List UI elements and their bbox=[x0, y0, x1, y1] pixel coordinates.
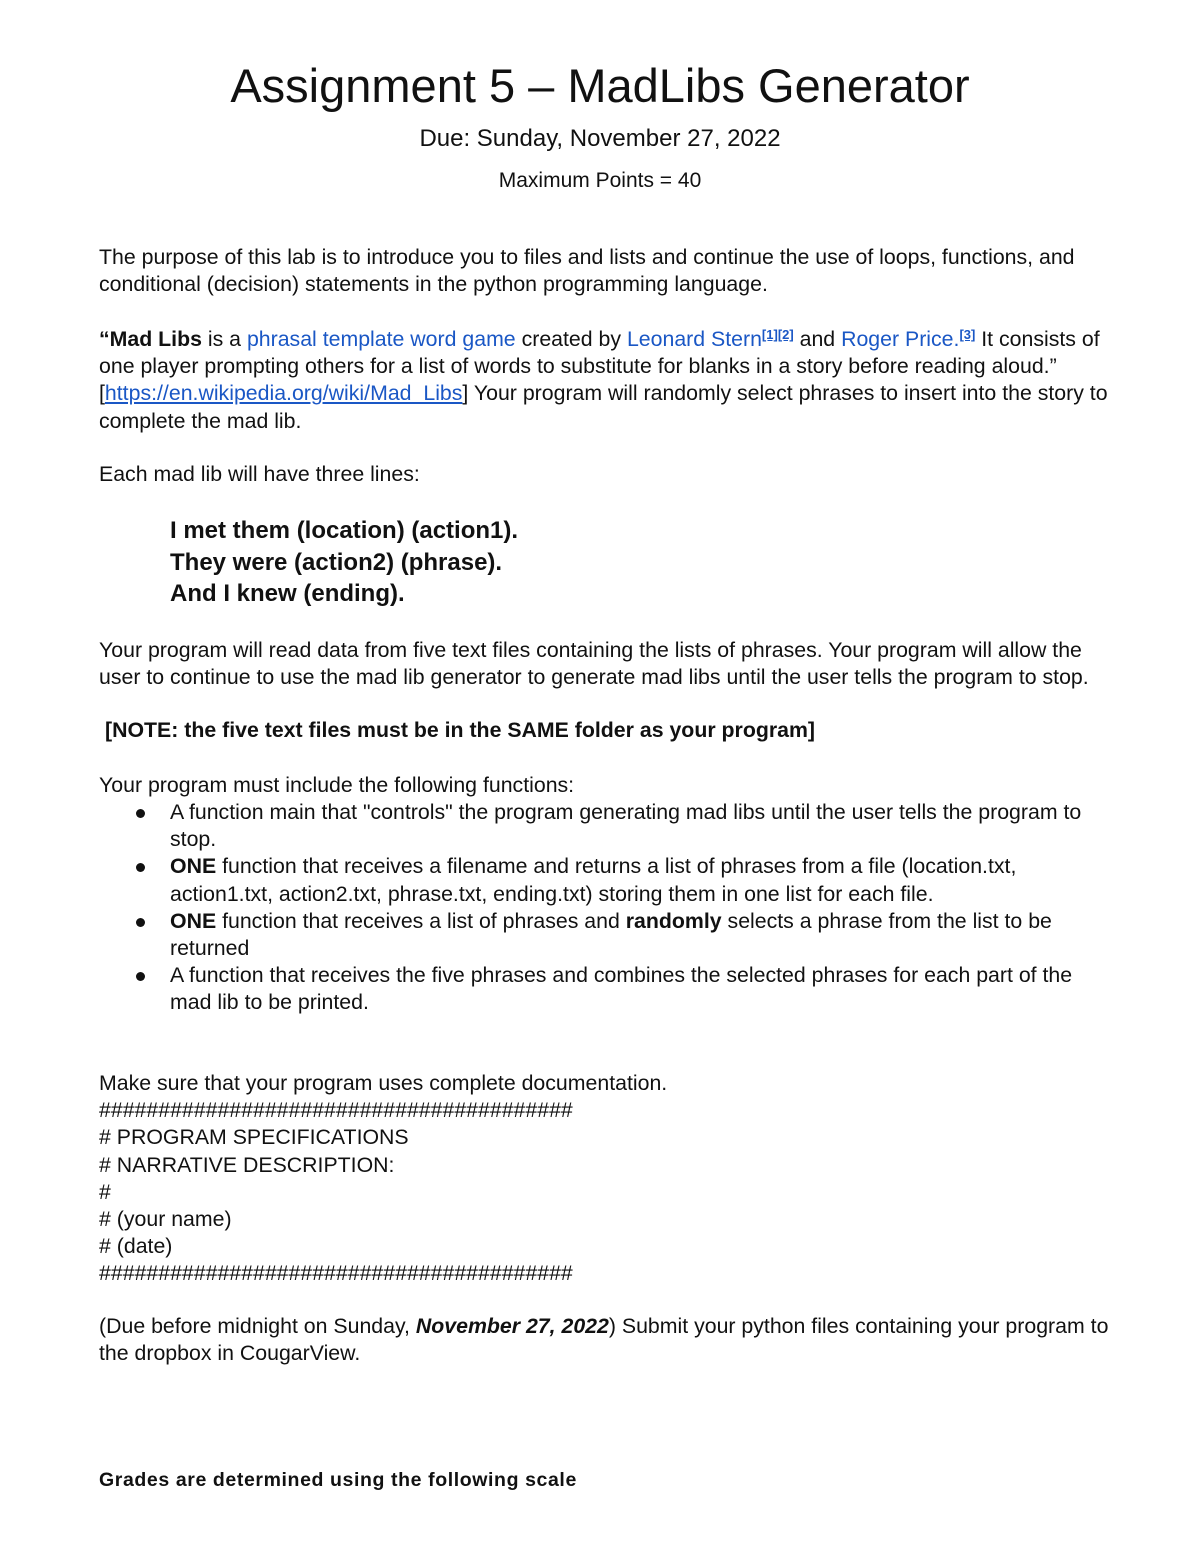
comment-line: # (date) bbox=[99, 1234, 173, 1259]
function-main-text: A function main that "controls" the program generating mad libs until the user tells the program to stop. bbox=[170, 800, 1082, 852]
quote-is-a: is a bbox=[201, 327, 247, 351]
due-date: Due: Sunday, November 27, 2022 bbox=[419, 125, 781, 152]
quote-open: “ bbox=[99, 327, 110, 351]
one-emphasis: ONE bbox=[170, 908, 217, 933]
grades-heading: Grades are determined using the following scale bbox=[99, 1469, 577, 1491]
submission-date: November 27, 2022 bbox=[415, 1314, 609, 1338]
wikipedia-url-link[interactable]: https://en.wikipedia.org/wiki/Mad_Libs bbox=[104, 381, 463, 406]
phrasal-template-link[interactable]: phrasal template word game bbox=[246, 327, 516, 351]
documentation-intro: Make sure that your program uses complete documentation. bbox=[99, 1071, 668, 1095]
quote-paragraph bbox=[99, 326, 1109, 435]
submission-after: ) Submit your python files containing your program to the dropbox in CougarView. bbox=[99, 1314, 1109, 1366]
page-title: Assignment 5 – MadLibs Generator bbox=[230, 59, 970, 112]
mad-libs-term: Mad Libs bbox=[109, 327, 202, 351]
comment-line: # NARRATIVE DESCRIPTION: bbox=[99, 1152, 395, 1177]
bullet-icon bbox=[136, 863, 145, 872]
list-item bbox=[99, 908, 1099, 962]
comment-line: # PROGRAM SPECIFICATIONS bbox=[99, 1125, 409, 1150]
quote-created-by: created by bbox=[515, 327, 627, 351]
quote-after: ] Your program will randomly select phrases to insert into the story to complete the mad lib. bbox=[99, 381, 1108, 433]
reference-3-link[interactable]: [3] bbox=[959, 327, 976, 342]
madlib-template bbox=[170, 515, 518, 610]
quote-rest: It consists of one player prompting others for a list of words to substitute for blanks in a story before reading aloud.” [ bbox=[99, 327, 1100, 406]
read-data-paragraph: Your program will read data from five text files containing the lists of phrases. Your program will allow the user to continue to use the mad lib generator to generate mad libs until the user tells the program to stop. bbox=[99, 638, 1089, 690]
randomly-emphasis: randomly bbox=[625, 908, 722, 933]
function-read-file-text: function that receives a filename and returns a list of phrases from a file (location.txt, action1.txt, action2.txt, phrase.txt, ending.txt) storing them in one list for each file. bbox=[170, 854, 1017, 906]
intro-paragraph: The purpose of this lab is to introduce you to files and lists and continue the use of loops, functions, and conditional (decision) statements in the python programming language. bbox=[99, 245, 1075, 297]
lines-intro: Each mad lib will have three lines: bbox=[99, 462, 420, 486]
madlib-line-1: I met them (location) (action1). bbox=[170, 517, 519, 544]
function-random-rest: selects a phrase from the list to be returned bbox=[170, 908, 1052, 961]
list-item bbox=[99, 853, 1099, 907]
max-points: Maximum Points = 40 bbox=[498, 169, 702, 192]
quote-period: . bbox=[953, 327, 960, 351]
functions-list bbox=[99, 799, 1099, 1017]
list-item bbox=[99, 799, 1099, 853]
bullet-icon bbox=[136, 918, 145, 927]
comment-line: # bbox=[99, 1179, 111, 1204]
madlib-line-3: And I knew (ending). bbox=[170, 580, 405, 607]
bullet-icon bbox=[136, 809, 145, 818]
reference-2-link[interactable]: [2] bbox=[777, 327, 794, 342]
documentation-block bbox=[99, 1070, 667, 1288]
function-combine-text: A function that receives the five phrases and combines the selected phrases for each part of the mad lib to be printed. bbox=[170, 963, 1073, 1015]
reference-1-link[interactable]: [1] bbox=[761, 327, 778, 342]
note-text: [NOTE: the five text files must be in the SAME folder as your program] bbox=[105, 718, 816, 742]
submission-paragraph bbox=[99, 1313, 1109, 1367]
leonard-stern-link[interactable]: Leonard Stern bbox=[626, 327, 762, 351]
comment-border-top: ######################################## bbox=[99, 1098, 573, 1123]
list-item bbox=[99, 962, 1099, 1016]
function-random-text: function that receives a list of phrases and bbox=[216, 908, 626, 933]
roger-price-link[interactable]: Roger Price bbox=[841, 327, 954, 351]
bullet-icon bbox=[136, 972, 145, 981]
madlib-line-2: They were (action2) (phrase). bbox=[170, 548, 503, 576]
comment-border-bottom: ######################################## bbox=[99, 1261, 573, 1286]
submission-before: (Due before midnight on Sunday, bbox=[99, 1314, 416, 1338]
comment-line: # (your name) bbox=[99, 1207, 232, 1232]
quote-and: and bbox=[793, 327, 842, 351]
functions-intro: Your program must include the following functions: bbox=[99, 773, 575, 797]
one-emphasis: ONE bbox=[170, 854, 217, 879]
